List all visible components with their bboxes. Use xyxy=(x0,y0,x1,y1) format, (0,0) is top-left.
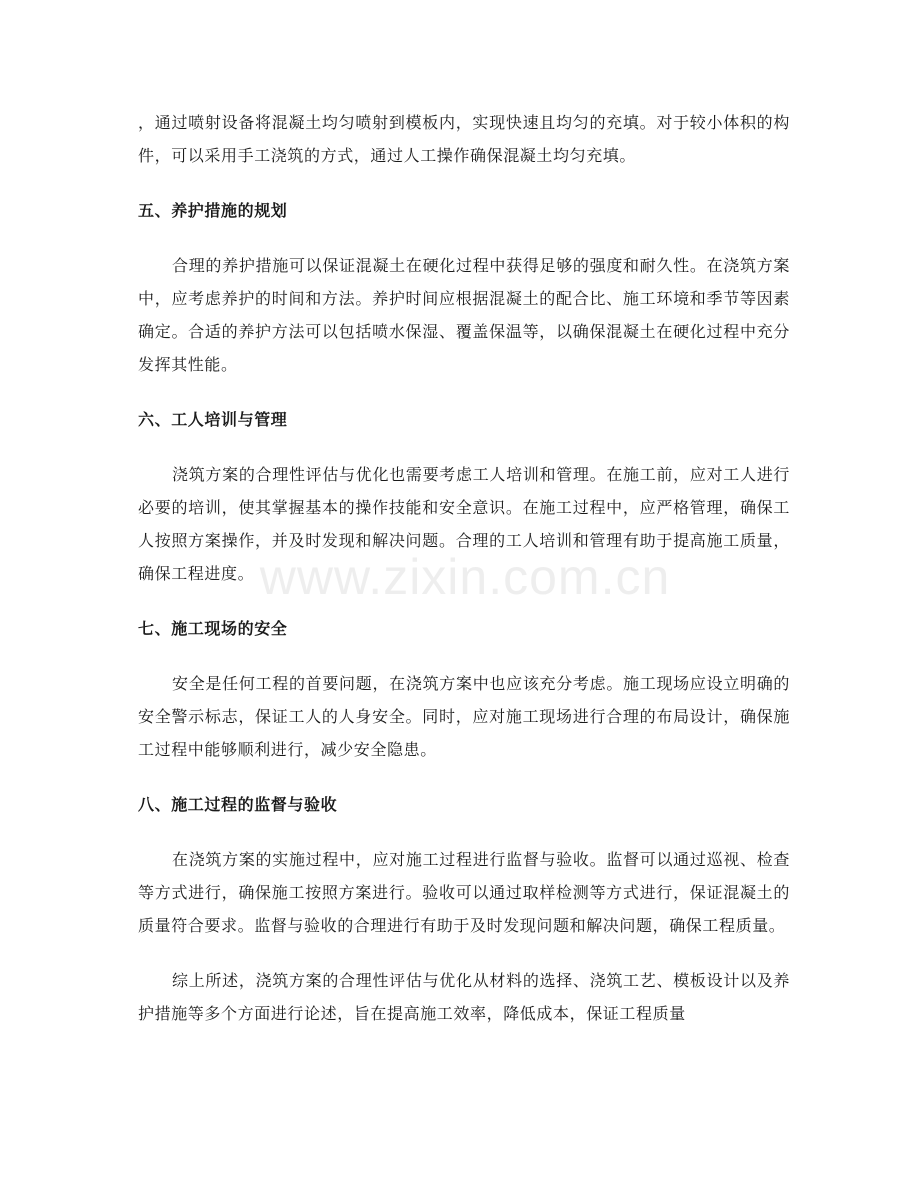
intro-continuation-paragraph: ，通过喷射设备将混凝土均匀喷射到模板内，实现快速且均匀的充填。对于较小体积的构件，可以采用手工浇筑的方式，通过人工操作确保混凝土均匀充填。 xyxy=(138,113,790,165)
section-heading-8: 八、施工过程的监督与验收 xyxy=(138,795,338,814)
section-body-8: 在浇筑方案的实施过程中，应对施工过程进行监督与验收。监督可以通过巡视、检查等方式进行，确保施工按照方案进行。验收可以通过取样检测等方式进行，保证混凝土的质量符合要求。监督与验收的合理进行有助于及时发现问题和解决问题，确保工程质量。 xyxy=(138,850,790,935)
section-heading-7: 七、施工现场的安全 xyxy=(138,619,288,638)
section-heading-6: 六、工人培训与管理 xyxy=(138,410,288,429)
section-body-7: 安全是任何工程的首要问题，在浇筑方案中也应该充分考虑。施工现场应设立明确的安全警示标志，保证工人的人身安全。同时，应对施工现场进行合理的布局设计，确保施工过程中能够顺利进行，减少安全隐患。 xyxy=(138,674,790,759)
watermark-text: www.zixin.com.cn xyxy=(259,549,671,605)
section-heading-5: 五、养护措施的规划 xyxy=(138,201,288,220)
section-body-6: 浇筑方案的合理性评估与优化也需要考虑工人培训和管理。在施工前，应对工人进行必要的培训，使其掌握基本的操作技能和安全意识。在施工过程中，应严格管理，确保工人按照方案操作，并及时发现和解决问题。合理的工人培训和管理有助于提高施工质量，确保工程进度。 xyxy=(138,465,790,583)
conclusion-paragraph: 综上所述，浇筑方案的合理性评估与优化从材料的选择、浇筑工艺、模板设计以及养护措施等多个方面进行论述，旨在提高施工效率，降低成本，保证工程质量 xyxy=(138,971,790,1023)
section-body-5: 合理的养护措施可以保证混凝土在硬化过程中获得足够的强度和耐久性。在浇筑方案中，应考虑养护的时间和方法。养护时间应根据混凝土的配合比、施工环境和季节等因素确定。合适的养护方法可以包括喷水保湿、覆盖保温等，以确保混凝土在硬化过程中充分发挥其性能。 xyxy=(138,256,790,374)
document-body xyxy=(138,106,790,1030)
